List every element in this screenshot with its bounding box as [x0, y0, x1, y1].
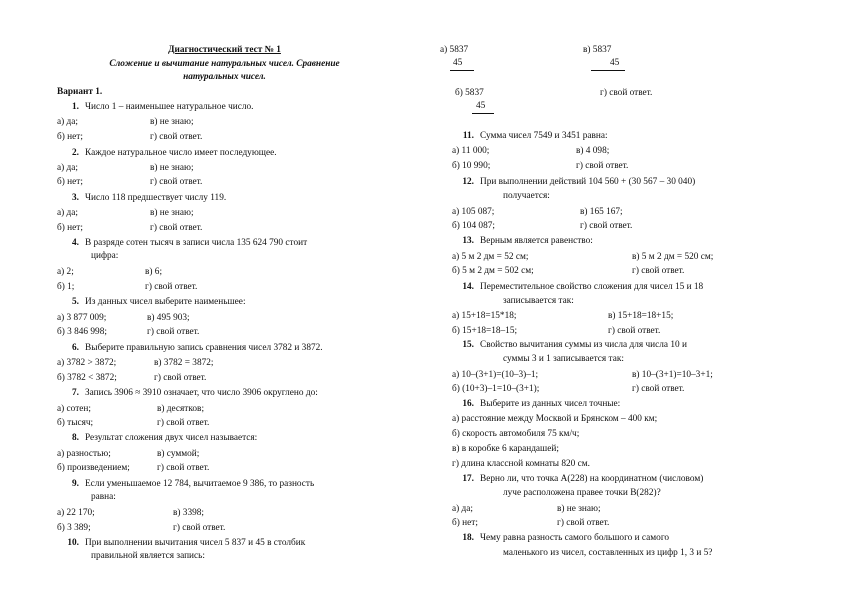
question-15-cont: суммы 3 и 1 записывается так:: [503, 354, 624, 364]
q2-option-g[interactable]: г) свой ответ.: [150, 177, 203, 187]
question-3: 3. Число 118 предшествует числу 119.: [72, 193, 227, 203]
q16-option-a[interactable]: а) расстояние между Москвой и Брянском – 400 км;: [452, 414, 658, 424]
question-5: 5. Из данных чисел выберите наименьшее:: [72, 297, 246, 307]
question-15: 15. Свойство вычитания суммы из числа для числа 10 и: [462, 340, 687, 350]
q5-option-a[interactable]: а) 3 877 009;: [57, 313, 107, 323]
question-9: 9. Если уменьшаемое 12 784, вычитаемое 9 386, то разность: [72, 479, 315, 489]
q3-option-v[interactable]: в) не знаю;: [150, 208, 194, 218]
question-14: 14. Переместительное свойство сложения для чисел 15 и 18: [462, 282, 704, 292]
q9-option-a[interactable]: а) 22 170;: [57, 508, 95, 518]
test-title: Диагностический тест № 1: [168, 45, 281, 55]
q15-option-b[interactable]: б) (10+3)–1=10–(3+1);: [452, 384, 540, 394]
q10-option-b-bottom: 45: [476, 101, 486, 111]
q3-option-b[interactable]: б) нет;: [57, 223, 83, 233]
q3-option-g[interactable]: г) свой ответ.: [150, 223, 203, 233]
q1-option-b[interactable]: б) нет;: [57, 132, 83, 142]
q7-option-v[interactable]: в) десятков;: [157, 404, 205, 414]
question-7: 7. Запись 3906 ≈ 3910 означает, что число 3906 округлено до:: [72, 388, 318, 398]
q6-option-a[interactable]: а) 3782 > 3872;: [57, 358, 117, 368]
q14-option-v[interactable]: в) 15+18=18+15;: [608, 311, 674, 321]
question-4-cont: цифра:: [91, 251, 119, 261]
q10-option-v-bottom: 45: [610, 58, 620, 68]
q10-option-a-underline: [450, 70, 474, 71]
q8-option-b[interactable]: б) произведением;: [57, 463, 130, 473]
q17-option-v[interactable]: в) не знаю;: [557, 504, 601, 514]
question-6: 6. Выберите правильную запись сравнения чисел 3782 и 3872.: [72, 343, 323, 353]
question-17-cont: луче расположена правее точки В(282)?: [503, 488, 661, 498]
q17-option-b[interactable]: б) нет;: [452, 518, 478, 528]
q12-option-v[interactable]: в) 165 167;: [580, 207, 623, 217]
q2-option-v[interactable]: в) не знаю;: [150, 163, 194, 173]
question-4: 4. В разряде сотен тысяч в записи числа 135 624 790 стоит: [72, 238, 308, 248]
q4-option-b[interactable]: б) 1;: [57, 282, 75, 292]
q7-option-a[interactable]: а) сотен;: [57, 404, 91, 414]
q1-option-a[interactable]: а) да;: [57, 117, 78, 127]
q14-option-a[interactable]: а) 15+18=15*18;: [452, 311, 517, 321]
q6-option-g[interactable]: г) свой ответ.: [154, 373, 207, 383]
question-14-cont: записывается так:: [503, 296, 574, 306]
question-2: 2. Каждое натуральное число имеет последующее.: [72, 148, 277, 158]
q13-option-a[interactable]: а) 5 м 2 дм = 52 см;: [452, 252, 529, 262]
q7-option-b[interactable]: б) тысяч;: [57, 418, 94, 428]
q17-option-a[interactable]: а) да;: [452, 504, 473, 514]
q4-option-g[interactable]: г) свой ответ.: [145, 282, 198, 292]
question-10: 10. При выполнении вычитания чисел 5 837 и 45 в столбик: [67, 538, 306, 548]
question-9-cont: равна:: [91, 492, 116, 502]
question-8: 8. Результат сложения двух чисел называется:: [72, 433, 258, 443]
question-10-cont: правильной является запись:: [91, 551, 205, 561]
q5-option-g[interactable]: г) свой ответ.: [147, 327, 200, 337]
q11-option-a[interactable]: а) 11 000;: [452, 146, 490, 156]
q15-option-a[interactable]: а) 10–(3+1)=(10–3)–1;: [452, 370, 539, 380]
question-18: 18. Чему равна разность самого большого и самого: [462, 533, 670, 543]
question-17: 17. Верно ли, что точка А(228) на координатном (числовом): [462, 474, 704, 484]
q8-option-g[interactable]: г) свой ответ.: [157, 463, 210, 473]
q1-option-g[interactable]: г) свой ответ.: [150, 132, 203, 142]
q5-option-b[interactable]: б) 3 846 998;: [57, 327, 107, 337]
q3-option-a[interactable]: а) да;: [57, 208, 78, 218]
q13-option-v[interactable]: в) 5 м 2 дм = 520 см;: [632, 252, 714, 262]
question-12: 12. При выполнении действий 104 560 + (30 567 – 30 040): [462, 177, 696, 187]
test-subtitle-line-2: натуральных чисел.: [183, 72, 266, 82]
q1-option-v[interactable]: в) не знаю;: [150, 117, 194, 127]
q12-option-g[interactable]: г) свой ответ.: [580, 221, 633, 231]
question-11: 11. Сумма чисел 7549 и 3451 равна:: [462, 131, 608, 141]
question-1: 1. Число 1 – наименьшее натуральное число.: [72, 102, 254, 112]
q6-option-b[interactable]: б) 3782 < 3872;: [57, 373, 117, 383]
q9-option-g[interactable]: г) свой ответ.: [173, 523, 226, 533]
q10-option-b-top[interactable]: б) 5837: [455, 88, 484, 98]
q10-option-v-underline: [591, 70, 625, 71]
q16-option-v[interactable]: в) в коробке 6 карандашей;: [452, 444, 559, 454]
question-13: 13. Верным является равенство:: [462, 236, 593, 246]
q17-option-g[interactable]: г) свой ответ.: [557, 518, 610, 528]
q5-option-v[interactable]: в) 495 903;: [147, 313, 190, 323]
question-12-cont: получается:: [503, 191, 550, 201]
q10-option-b-underline: [472, 113, 494, 114]
variant-heading: Вариант 1.: [57, 87, 103, 97]
q4-option-v[interactable]: в) 6;: [145, 267, 163, 277]
q15-option-g[interactable]: г) свой ответ.: [632, 384, 685, 394]
q2-option-b[interactable]: б) нет;: [57, 177, 83, 187]
q8-option-a[interactable]: а) разностью;: [57, 449, 111, 459]
test-subtitle-line-1: Сложение и вычитание натуральных чисел. Сравнение: [109, 59, 340, 69]
question-18-cont: маленького из чисел, составленных из цифр 1, 3 и 5?: [503, 548, 713, 558]
q8-option-v[interactable]: в) суммой;: [157, 449, 200, 459]
q4-option-a[interactable]: а) 2;: [57, 267, 74, 277]
q11-option-g[interactable]: г) свой ответ.: [576, 161, 629, 171]
question-16: 16. Выберите из данных чисел точные:: [462, 399, 621, 409]
q10-option-a-top[interactable]: а) 5837: [440, 45, 469, 55]
q13-option-b[interactable]: б) 5 м 2 дм = 502 см;: [452, 266, 534, 276]
q10-option-a-bottom: 45: [453, 58, 463, 68]
q16-option-b[interactable]: б) скорость автомобиля 75 км/ч;: [452, 429, 580, 439]
q13-option-g[interactable]: г) свой ответ.: [632, 266, 685, 276]
q9-option-v[interactable]: в) 3398;: [173, 508, 204, 518]
q12-option-a[interactable]: а) 105 087;: [452, 207, 495, 217]
q14-option-b[interactable]: б) 15+18=18–15;: [452, 326, 518, 336]
q10-option-v-top[interactable]: в) 5837: [583, 45, 612, 55]
q2-option-a[interactable]: а) да;: [57, 163, 78, 173]
q9-option-b[interactable]: б) 3 389;: [57, 523, 91, 533]
q7-option-g[interactable]: г) свой ответ.: [157, 418, 210, 428]
q14-option-g[interactable]: г) свой ответ.: [608, 326, 661, 336]
q6-option-v[interactable]: в) 3782 = 3872;: [154, 358, 214, 368]
q11-option-b[interactable]: б) 10 990;: [452, 161, 491, 171]
q15-option-v[interactable]: в) 10–(3+1)=10–3+1;: [632, 370, 713, 380]
q12-option-b[interactable]: б) 104 087;: [452, 221, 495, 231]
q16-option-g[interactable]: г) длина классной комнаты 820 см.: [452, 459, 590, 469]
q10-option-g[interactable]: г) свой ответ.: [600, 88, 653, 98]
q11-option-v[interactable]: в) 4 098;: [576, 146, 610, 156]
